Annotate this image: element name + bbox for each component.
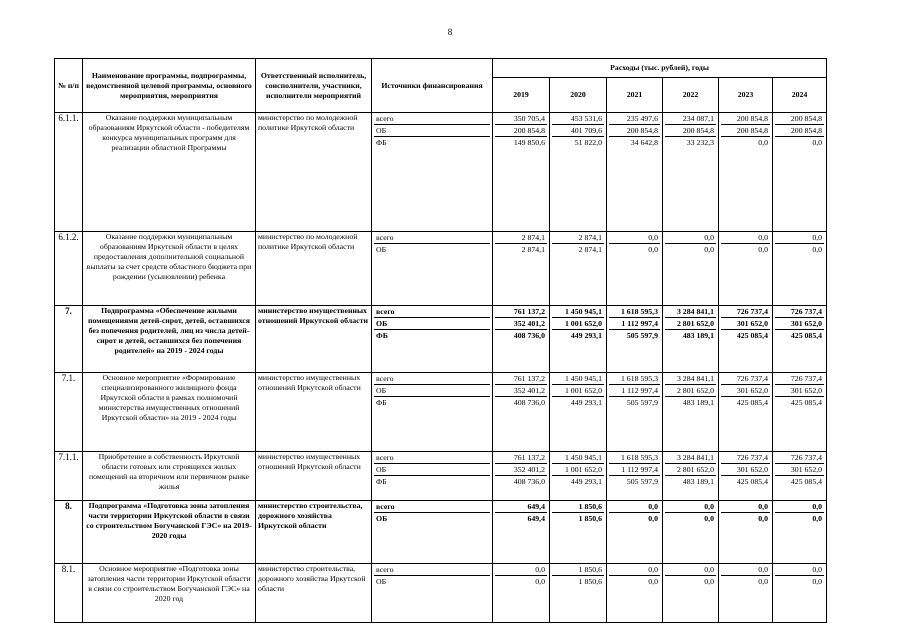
amount-value: 0,0 [665, 232, 716, 244]
amount-value: 3 284 841,1 [665, 373, 716, 385]
amount-value: 483 189,1 [682, 398, 714, 407]
amount-value: 0,0 [812, 245, 823, 254]
row-name: Подпрограмма «Обеспечение жилыми помещениями детей-сирот, детей, оставшихся без попечения родителей, лиц из числа детей-сирот и детей, оставшихся без попечения родителей» на 2019 - 2024 годы [83, 306, 256, 373]
source-label: ОБ [374, 464, 490, 476]
header-expenses: Расходы (тыс. рублей), годы [493, 59, 827, 78]
year-values [663, 373, 719, 452]
amount-value: 352 401,2 [495, 464, 547, 476]
year-values [493, 373, 550, 452]
header-sources: Источники финансирования [372, 59, 493, 113]
row-number: 7.1.1. [55, 452, 83, 501]
amount-value: 726 737,4 [721, 306, 770, 318]
year-values [719, 501, 773, 564]
amount-value: 408 736,0 [513, 331, 545, 340]
amount-value: 149 850,6 [513, 138, 545, 147]
amount-value: 0,0 [609, 232, 660, 244]
amount-value: 350 705,4 [495, 113, 547, 125]
row-responsible: министерство имущественных отношений Иркутской области [256, 373, 372, 452]
row-name: Приобретение в собственность Иркутской области готовых или строящихся жилых помещений на вторичном или первичном рынке жилья [83, 452, 256, 501]
table-row [55, 452, 827, 501]
year-values [663, 306, 719, 373]
amount-value: 425 085,4 [790, 398, 823, 407]
table-row [55, 306, 827, 373]
amount-value: 761 137,2 [495, 373, 547, 385]
source-label: всего [374, 501, 490, 513]
amount-value: 1 618 595,3 [609, 306, 660, 318]
amount-value: 301 652,0 [775, 464, 824, 476]
amount-value: 0,0 [704, 245, 714, 254]
amount-value: 1 001 652,0 [552, 318, 604, 330]
year-values [773, 373, 827, 452]
amount-value: 1 450 945,1 [552, 373, 604, 385]
amount-value: 408 736,0 [513, 477, 545, 486]
source-label: ОБ [376, 577, 387, 586]
amount-value: 200 854,8 [775, 113, 824, 125]
table-row [55, 232, 827, 306]
amount-value: 0,0 [812, 514, 823, 523]
source-label: ОБ [374, 125, 490, 137]
amount-value: 483 189,1 [682, 331, 714, 340]
row-name: Основное мероприятие «Формирование специализированного жилищного фонда Иркутской области в рамках полномочий министерства имущественных отношений Иркутской области» на 2019 - 2024 годы [83, 373, 256, 452]
amount-value: 235 497,6 [609, 113, 660, 125]
amount-value: 2 874,1 [521, 245, 545, 254]
row-responsible: министерство имущественных отношений Иркутской области [256, 306, 372, 373]
year-values [493, 501, 550, 564]
source-label: ОБ [376, 245, 387, 254]
header-year: 2020 [550, 78, 607, 113]
row-number: 6.1.2. [55, 232, 83, 306]
amount-value: 726 737,4 [721, 373, 770, 385]
table-body [55, 113, 827, 623]
amount-value: 1 001 652,0 [552, 385, 604, 397]
year-values [719, 113, 773, 232]
amount-value: 301 652,0 [721, 318, 770, 330]
amount-value: 2 874,1 [552, 232, 604, 244]
year-values [719, 373, 773, 452]
amount-value: 200 854,8 [721, 125, 770, 137]
amount-value: 0,0 [704, 577, 714, 586]
year-values [663, 232, 719, 306]
amount-value: 0,0 [758, 514, 768, 523]
amount-value: 234 087,1 [665, 113, 716, 125]
amount-value: 425 085,4 [736, 331, 768, 340]
year-values [773, 564, 827, 623]
header-year: 2019 [493, 78, 550, 113]
year-values [607, 232, 663, 306]
source-label: ФБ [376, 477, 387, 486]
row-sources [372, 306, 493, 373]
amount-value: 649,4 [527, 514, 545, 523]
amount-value: 2 801 652,0 [665, 464, 716, 476]
amount-value: 401 709,6 [552, 125, 604, 137]
amount-value: 0,0 [758, 245, 768, 254]
amount-value: 3 284 841,1 [665, 452, 716, 464]
amount-value: 0,0 [758, 138, 768, 147]
amount-value: 2 874,1 [578, 245, 602, 254]
year-values [719, 306, 773, 373]
row-name: Подпрограмма «Подготовка зоны затопления части территории Иркутской области в связи со строительством Богучанской ГЭС» на 2019-2020 годы [83, 501, 256, 564]
header-year: 2024 [773, 78, 827, 113]
source-label: всего [374, 113, 490, 125]
amount-value: 200 854,8 [775, 125, 824, 137]
amount-value: 0,0 [665, 564, 716, 576]
amount-value: 0,0 [648, 577, 658, 586]
amount-value: 1 112 997,4 [609, 464, 660, 476]
amount-value: 200 854,8 [721, 113, 770, 125]
amount-value: 1 618 595,3 [609, 452, 660, 464]
amount-value: 726 737,4 [775, 373, 824, 385]
year-values [607, 113, 663, 232]
source-label: всего [374, 306, 490, 318]
amount-value: 1 618 595,3 [609, 373, 660, 385]
amount-value: 0,0 [721, 564, 770, 576]
amount-value: 1 850,6 [578, 577, 602, 586]
amount-value: 1 112 997,4 [609, 318, 660, 330]
year-values [719, 452, 773, 501]
year-values [607, 373, 663, 452]
source-label: всего [374, 564, 490, 576]
amount-value: 301 652,0 [775, 318, 824, 330]
amount-value: 505 597,9 [626, 477, 658, 486]
year-values [663, 113, 719, 232]
amount-value: 301 652,0 [775, 385, 824, 397]
amount-value: 649,4 [495, 501, 547, 513]
amount-value: 761 137,2 [495, 306, 547, 318]
header-year: 2022 [663, 78, 719, 113]
table-row [55, 373, 827, 452]
year-values [493, 113, 550, 232]
year-values [607, 501, 663, 564]
amount-value: 0,0 [609, 501, 660, 513]
year-values [663, 564, 719, 623]
source-label: ФБ [376, 138, 387, 147]
row-sources [372, 113, 493, 232]
row-number: 8. [55, 501, 83, 564]
source-label: всего [374, 452, 490, 464]
amount-value: 0,0 [775, 501, 824, 513]
amount-value: 33 232,3 [686, 138, 714, 147]
source-label: ОБ [374, 318, 490, 330]
header-responsible: Ответственный исполнитель, соисполнители, участники, исполнители мероприятий [256, 59, 372, 113]
amount-value: 34 642,8 [630, 138, 658, 147]
source-label: всего [374, 232, 490, 244]
amount-value: 0,0 [495, 564, 547, 576]
year-values [719, 232, 773, 306]
amount-value: 425 085,4 [790, 477, 823, 486]
amount-value: 1 450 945,1 [552, 452, 604, 464]
amount-value: 2 801 652,0 [665, 318, 716, 330]
amount-value: 726 737,4 [721, 452, 770, 464]
year-values [550, 306, 607, 373]
row-number: 7. [55, 306, 83, 373]
page-number: 8 [447, 27, 453, 37]
amount-value: 0,0 [775, 232, 824, 244]
year-values [663, 452, 719, 501]
source-label: ФБ [376, 398, 387, 407]
row-number: 8.1. [55, 564, 83, 623]
amount-value: 726 737,4 [775, 452, 824, 464]
expenses-table [54, 58, 827, 623]
amount-value: 1 850,6 [552, 564, 604, 576]
row-sources [372, 452, 493, 501]
amount-value: 505 597,9 [626, 398, 658, 407]
source-label: всего [374, 373, 490, 385]
header-name: Наименование программы, подпрограммы, ведомственной целевой программы, основного мероприятия, мероприятия [83, 59, 256, 113]
amount-value: 1 850,6 [578, 514, 602, 523]
year-values [550, 452, 607, 501]
year-values [607, 306, 663, 373]
source-label: ОБ [376, 514, 388, 523]
year-values [550, 373, 607, 452]
amount-value: 0,0 [721, 232, 770, 244]
year-values [493, 564, 550, 623]
amount-value: 449 293,1 [570, 331, 602, 340]
amount-value: 761 137,2 [495, 452, 547, 464]
row-name: Основное мероприятие «Подготовка зоны затопления части территории Иркутской области в связи со строительством Богучанской ГЭС» на 2020 год [83, 564, 256, 623]
source-label: ОБ [374, 385, 490, 397]
amount-value: 200 854,8 [609, 125, 660, 137]
year-values [607, 452, 663, 501]
amount-value: 0,0 [775, 564, 824, 576]
row-responsible: министерство по молодежной политике Иркутской области [256, 232, 372, 306]
amount-value: 1 001 652,0 [552, 464, 604, 476]
amount-value: 3 284 841,1 [665, 306, 716, 318]
amount-value: 449 293,1 [570, 398, 602, 407]
year-values [493, 452, 550, 501]
year-values [493, 232, 550, 306]
amount-value: 408 736,0 [513, 398, 545, 407]
row-responsible: министерство по молодежной политике Иркутской области [256, 113, 372, 232]
row-number: 7.1. [55, 373, 83, 452]
source-label: ФБ [376, 331, 388, 340]
year-values [550, 501, 607, 564]
amount-value: 301 652,0 [721, 385, 770, 397]
amount-value: 0,0 [648, 245, 658, 254]
row-number: 6.1.1. [55, 113, 83, 232]
amount-value: 0,0 [648, 514, 658, 523]
amount-value: 726 737,4 [775, 306, 824, 318]
amount-value: 352 401,2 [495, 318, 547, 330]
year-values [773, 452, 827, 501]
amount-value: 425 085,4 [790, 331, 823, 340]
amount-value: 0,0 [704, 514, 714, 523]
year-values [719, 564, 773, 623]
amount-value: 425 085,4 [736, 398, 768, 407]
amount-value: 0,0 [665, 501, 716, 513]
amount-value: 483 189,1 [682, 477, 714, 486]
amount-value: 1 850,6 [552, 501, 604, 513]
year-values [773, 306, 827, 373]
amount-value: 0,0 [535, 577, 545, 586]
year-values [493, 306, 550, 373]
row-responsible: министерство строительства, дорожного хозяйства Иркутской области [256, 501, 372, 564]
amount-value: 0,0 [812, 138, 823, 147]
year-values [773, 232, 827, 306]
header-year: 2023 [719, 78, 773, 113]
amount-value: 453 531,6 [552, 113, 604, 125]
header-num: № п/п [55, 59, 83, 113]
year-values [550, 113, 607, 232]
amount-value: 2 874,1 [495, 232, 547, 244]
amount-value: 425 085,4 [736, 477, 768, 486]
amount-value: 200 854,8 [665, 125, 716, 137]
amount-value: 51 822,0 [574, 138, 602, 147]
row-sources [372, 232, 493, 306]
row-sources [372, 564, 493, 623]
amount-value: 0,0 [721, 501, 770, 513]
amount-value: 1 450 945,1 [552, 306, 604, 318]
amount-value: 2 801 652,0 [665, 385, 716, 397]
row-sources [372, 373, 493, 452]
row-responsible: министерство строительства, дорожного хозяйства Иркутской области [256, 564, 372, 623]
row-sources [372, 501, 493, 564]
row-name: Оказание поддержки муниципальным образованиям Иркутской области в целях предоставления дополнительной социальной выплаты за счет средств областного бюджета при рождении (усыновлении) ребенка [83, 232, 256, 306]
header-year: 2021 [607, 78, 663, 113]
amount-value: 352 401,2 [495, 385, 547, 397]
row-name: Оказание поддержки муниципальным образованиям Иркутской области - победителям конкурса муниципальных программ для реализации областной Программы [83, 113, 256, 232]
year-values [773, 113, 827, 232]
table-row [55, 501, 827, 564]
year-values [607, 564, 663, 623]
year-values [550, 564, 607, 623]
year-values [550, 232, 607, 306]
row-responsible: министерство имущественных отношений Иркутской области [256, 452, 372, 501]
amount-value: 505 597,9 [626, 331, 658, 340]
table-row [55, 564, 827, 623]
amount-value: 0,0 [609, 564, 660, 576]
amount-value: 1 112 997,4 [609, 385, 660, 397]
amount-value: 0,0 [812, 577, 823, 586]
amount-value: 301 652,0 [721, 464, 770, 476]
amount-value: 0,0 [758, 577, 768, 586]
table-row [55, 113, 827, 232]
year-values [773, 501, 827, 564]
amount-value: 449 293,1 [570, 477, 602, 486]
amount-value: 200 854,8 [495, 125, 547, 137]
year-values [663, 501, 719, 564]
